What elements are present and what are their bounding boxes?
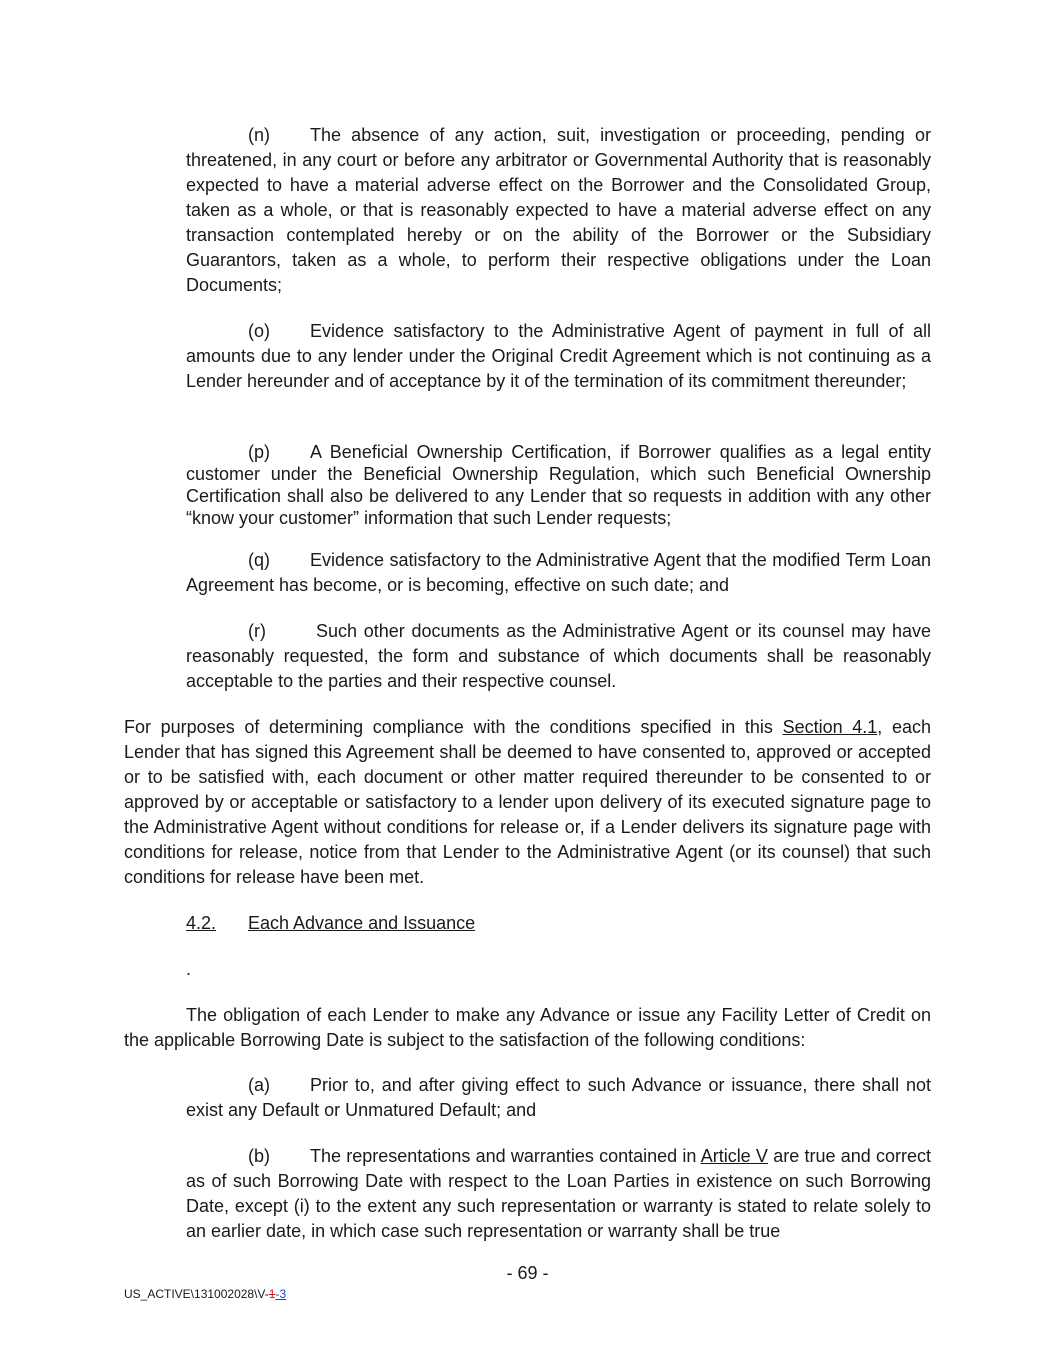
item-n [186,123,931,298]
item-p-text: A Beneficial Ownership Certification, if Borrower qualifies as a legal entity customer under the Beneficial Ownership Regulation, which such Beneficial Ownership Certification shall also be delivered to any Lender that so requests in addition with any other “know your customer” information that such Lender requests; [186,442,931,528]
document-id-footer [124,1286,286,1302]
version-separator: - [275,1287,280,1301]
item-b-label: (b) [248,1146,270,1166]
item-r-label: (r) [248,621,266,641]
item-a [186,1073,931,1123]
item-n-text: The absence of any action, suit, investigation or proceeding, pending or threatened, in any court or before any arbitrator or Governmental Authority that is reasonably expected to have a material adverse effect on the Borrower and the Consolidated Group, taken as a whole, or that is reasonably expected to have a material adverse effect on any transaction contemplated hereby or on the ability of the Borrower or the Subsidiary Guarantors, taken as a whole, to perform their respective obligations under the Loan Documents; [186,125,931,295]
section-4-1-reference: Section 4.1 [782,717,878,737]
item-a-text: Prior to, and after giving effect to such Advance or issuance, there shall not exist any Default or Unmatured Default; and [186,1075,931,1120]
item-p [186,441,931,529]
deleted-version: 1 [268,1287,276,1301]
page-number: - 69 - [506,1263,549,1283]
item-q [186,548,931,598]
stray-period: . [186,959,192,979]
inserted-version: 3 [279,1287,287,1301]
section-intro: The obligation of each Lender to make any Advance or issue any Facility Letter of Credit on the applicable Borrowing Date is subject to the satisfaction of the following conditions: [124,1005,931,1050]
section-number: 4.2. [186,913,217,933]
item-r [186,619,931,694]
item-p-label: (p) [248,442,270,462]
item-o [186,319,931,394]
item-b-text-after: are true and correct as of such Borrowing Date with respect to the Loan Parties in existence on such Borrowing Date, except (i) to the extent any such representation or warranty is stated to relate solely to an earlier date, in which case such representation or warranty shall be true [186,1146,931,1241]
item-n-label: (n) [248,125,270,145]
compliance-paragraph [124,715,931,890]
compliance-text-before: For purposes of determining compliance with the conditions specified in this [124,717,783,737]
item-o-text: Evidence satisfactory to the Administrative Agent of payment in full of all amounts due to any lender under the Original Credit Agreement which is not continuing as a Lender hereunder and of acceptance by it of the termination of its commitment thereunder; [186,321,931,391]
section-title: Each Advance and Issuance [248,913,476,933]
article-v-reference: Article V [700,1146,768,1166]
section-heading [186,911,475,936]
item-b [186,1144,931,1244]
doc-id: US_ACTIVE\131002028\V- [124,1287,269,1301]
item-q-label: (q) [248,550,270,570]
item-b-text-before: The representations and warranties contained in [310,1146,701,1166]
item-o-label: (o) [248,321,270,341]
item-a-label: (a) [248,1075,270,1095]
item-q-text: Evidence satisfactory to the Administrative Agent that the modified Term Loan Agreement has become, or is becoming, effective on such date; and [186,550,931,595]
compliance-text-after: , each Lender that has signed this Agreement shall be deemed to have consented to, approved or accepted or to be satisfied with, each document or other matter required thereunder to be consented to or approved by or acceptable or satisfactory to a lender upon delivery of its executed signature page to the Administrative Agent without conditions for release or, if a Lender delivers its signature page with conditions for release, notice from that Lender to the Administrative Agent (or its counsel) that such conditions for release have been met. [124,717,931,887]
item-r-text: Such other documents as the Administrative Agent or its counsel may have reasonably requested, the form and substance of which documents shall be reasonably acceptable to the parties and their respective counsel. [186,621,931,691]
